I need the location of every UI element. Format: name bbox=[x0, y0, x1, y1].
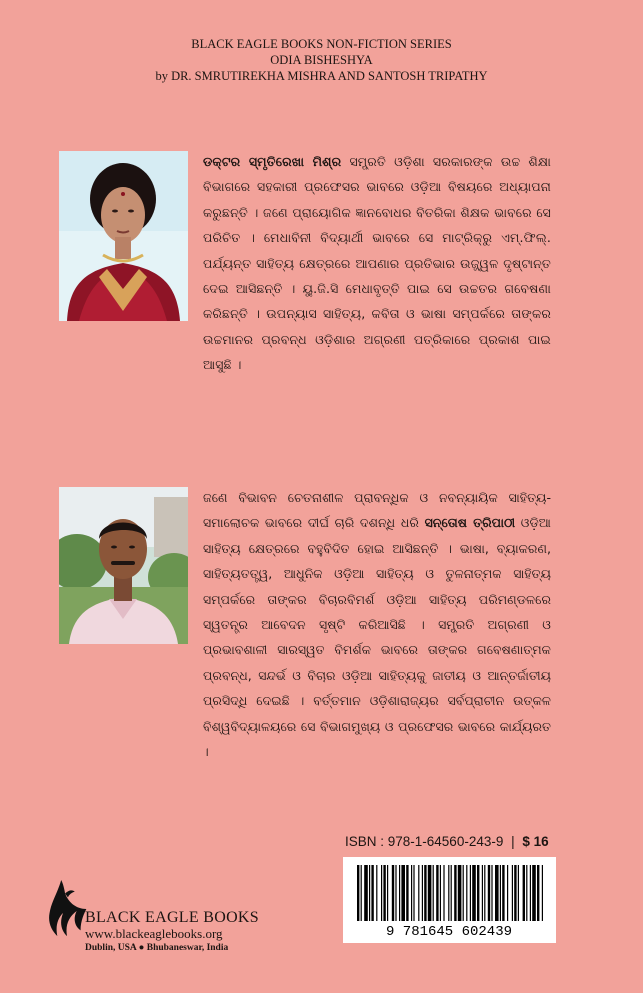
isbn-number: ISBN : 978-1-64560-243-9 bbox=[345, 834, 504, 849]
barcode-bar bbox=[526, 865, 527, 921]
author-photo-smrutirekha bbox=[59, 151, 188, 321]
barcode-bar bbox=[381, 865, 382, 921]
barcode-bar bbox=[451, 865, 452, 921]
barcode-bar bbox=[477, 865, 479, 921]
publisher-name: BLACK EAGLE BOOKS bbox=[85, 909, 259, 926]
barcode-bar bbox=[491, 865, 492, 921]
book-authors: by DR. SMRUTIREKHA MISHRA AND SANTOSH TRIPATHY bbox=[155, 69, 488, 83]
bio-text-santosh-after: ଓଡ଼ିଆ ସାହିତ୍ୟ କ୍ଷେତ୍ରରେ ବହୁବିଦିତ ହୋଇ ଆସିଛନ୍ତି । ଭାଷା, ବ୍ୟାକରଣ, ସାହିତ୍ୟତତ୍ତ୍ୱ, ଆଧୁନିକ ଓଡ଼ିଆ ସାହିତ୍ୟ ଓ ତୁଳନାତ୍ମକ ସାହିତ୍ୟ ସମ୍ପର୍କରେ ତାଙ୍କର ବିଚାରବିମର୍ଶ ଓଡ଼ିଆ ସାହିତ୍ୟ ପରିମଣ୍ଡଳରେ ସ୍ୱତନ୍ତ୍ର ଆବେଦନ ସୃଷ୍ଟି କରିଆସିଛି । ସମ୍ପ୍ରତି ଅଗ୍ରଣୀ ଓ ପ୍ରଭାବଶାଳୀ ସାରସ୍ୱତ ବିମର୍ଶକ ଭାବରେ ତାଙ୍କର ଗବେଷଣାତ୍ମକ ପ୍ରବନ୍ଧ, ସନ୍ଦର୍ଭ ଓ ବିଚାର ଓଡ଼ିଆ ସାହିତ୍ୟକୁ ଜାତୀୟ ଓ ଆନ୍ତର୍ଜାତୀୟ ପ୍ରସିଦ୍ଧି ଦେଇଛି । ବର୍ତ୍ତମାନ ଓଡ଼ିଶାରାଜ୍ୟର ସର୍ବପ୍ରାଚୀନ ଉତ୍କଳ ବିଶ୍ୱବିଦ୍ୟାଳୟରେ ସେ ବିଭାଗମୁଖ୍ୟ ଓ ପ୍ରଫେସର ଭାବରେ କାର୍ଯ୍ୟରତ । bbox=[203, 515, 551, 760]
series-header bbox=[0, 36, 643, 84]
barcode-bar bbox=[470, 865, 471, 921]
barcode-bar bbox=[376, 865, 377, 921]
author-name-smrutirekha: ଡକ୍ଟର ସ୍ମୃତିରେଖା ମିଶ୍ର bbox=[203, 154, 342, 169]
barcode-bar bbox=[428, 865, 432, 921]
barcode-bar bbox=[399, 865, 400, 921]
barcode-digits: 9 781645 602439 bbox=[385, 924, 513, 940]
price: $ 16 bbox=[522, 834, 549, 849]
barcode-bar bbox=[422, 865, 423, 921]
barcode-bar bbox=[395, 865, 396, 921]
barcode-bar bbox=[532, 865, 536, 921]
barcode-bar bbox=[401, 865, 405, 921]
author-bio-smrutirekha bbox=[203, 149, 551, 378]
barcode-bar bbox=[406, 865, 408, 921]
bio-text-smrutirekha: ସମ୍ପ୍ରତି ଓଡ଼ିଶା ସରକାରଙ୍କ ଉଚ୍ଚ ଶିକ୍ଷା ବିଭାଗରେ ସହକାରୀ ପ୍ରଫେସର ଭାବରେ ଓଡ଼ିଆ ବିଷୟରେ ଅଧ୍ୟାପନା କରୁଛନ୍ତି । ଜଣେ ପ୍ରାୟୋଗିକ ଜ୍ଞାନବୋଧର ବିତରିକା ଶିକ୍ଷକ ଭାବରେ ସେ ପରିଚିତ । ମେଧାବିନୀ ବିଦ୍ୟାର୍ଥୀ ଭାବରେ ସେ ମାଟ୍ରିକ୍‌ରୁ ଏମ୍.ଫିଲ୍. ପର୍ଯ୍ୟନ୍ତ ସାହିତ୍ୟ କ୍ଷେତ୍ରରେ ଆପଣାର ପ୍ରତିଭାର ଉଜ୍ଜ୍ୱଳ ଦୃଷ୍ଟାନ୍ତ ଦେଇ ଆସିଛନ୍ତି । ୟୁ.ଜି.ସି ମେଧାବୃତ୍ତି ପାଇ ସେ ଉଚ୍ଚତର ଗବେଷଣା କରିଛନ୍ତି । ଉପନ୍ୟାସ ସାହିତ୍ୟ, କବିତା ଓ ଭାଷା ସମ୍ପର୍କରେ ତାଙ୍କର ଉଚ୍ଚମାନର ପ୍ରବନ୍ଧ ଓଡ଼ିଶାର ଅଗ୍ରଣୀ ପତ୍ରିକାରେ ପ୍ରକାଶ ପାଇ ଆସୁଛି । bbox=[203, 154, 551, 373]
barcode-bar bbox=[364, 865, 368, 921]
author-photo-santosh bbox=[59, 487, 188, 644]
barcode-bar bbox=[443, 865, 444, 921]
barcode-bar bbox=[507, 865, 508, 921]
author-bio-santosh bbox=[203, 485, 551, 764]
barcode-bar bbox=[542, 865, 543, 921]
barcode-bar bbox=[361, 865, 362, 921]
barcode-bar bbox=[454, 865, 456, 921]
barcode-bar bbox=[472, 865, 476, 921]
barcode-bar bbox=[387, 865, 388, 921]
isbn-separator: | bbox=[511, 834, 515, 849]
barcode-bar bbox=[523, 865, 525, 921]
barcode-bar bbox=[357, 865, 359, 921]
book-title: ODIA BISHESHYA bbox=[270, 53, 373, 67]
barcode-bar bbox=[458, 865, 462, 921]
barcode-bar bbox=[500, 865, 501, 921]
barcode-bar bbox=[392, 865, 394, 921]
bullet-icon: ● bbox=[138, 943, 145, 953]
barcode-bar bbox=[502, 865, 504, 921]
barcode-bar bbox=[440, 865, 441, 921]
barcode-bar bbox=[537, 865, 539, 921]
barcode-bar bbox=[383, 865, 385, 921]
barcode-bar bbox=[482, 865, 483, 921]
bio-text-santosh-before: ଜଣେ ବିଭାବନ ଚେତନାଶୀଳ ପ୍ରାବନ୍ଧିକ ଓ ନବନ୍ୟାୟିକ ସାହିତ୍ୟ- ସମାଲୋଚକ ଭାବରେ ଦୀର୍ଘ ଚାରି ଦଶନ୍ଧି ଧରି bbox=[203, 490, 551, 531]
barcode-bar bbox=[433, 865, 434, 921]
barcode-bar bbox=[512, 865, 513, 921]
barcode-bar bbox=[411, 865, 412, 921]
barcode-bar bbox=[484, 865, 485, 921]
barcode-bar bbox=[424, 865, 426, 921]
author-name-santosh: ସନ୍ତୋଷ ତ୍ରିପାଠୀ bbox=[424, 515, 516, 531]
barcode-bars bbox=[357, 865, 543, 921]
publisher-website[interactable]: www.blackeaglebooks.org bbox=[85, 926, 223, 941]
barcode-bar bbox=[418, 865, 419, 921]
barcode-bar bbox=[369, 865, 370, 921]
barcode-bar bbox=[436, 865, 438, 921]
barcode bbox=[343, 857, 556, 943]
barcode-bar bbox=[466, 865, 467, 921]
publisher-location bbox=[85, 943, 228, 953]
isbn-price-line bbox=[345, 834, 549, 849]
series-name: BLACK EAGLE BOOKS NON-FICTION SERIES bbox=[191, 37, 452, 51]
barcode-bar bbox=[530, 865, 531, 921]
barcode-bar bbox=[463, 865, 464, 921]
barcode-bar bbox=[488, 865, 490, 921]
eagle-logo-icon bbox=[47, 880, 87, 940]
barcode-bar bbox=[514, 865, 516, 921]
barcode-bar bbox=[518, 865, 519, 921]
barcode-bar bbox=[371, 865, 373, 921]
barcode-bar bbox=[495, 865, 499, 921]
barcode-bar bbox=[448, 865, 449, 921]
barcode-bar bbox=[413, 865, 414, 921]
location-left: Dublin, USA bbox=[85, 943, 137, 953]
location-right: Bhubaneswar, India bbox=[146, 943, 229, 953]
